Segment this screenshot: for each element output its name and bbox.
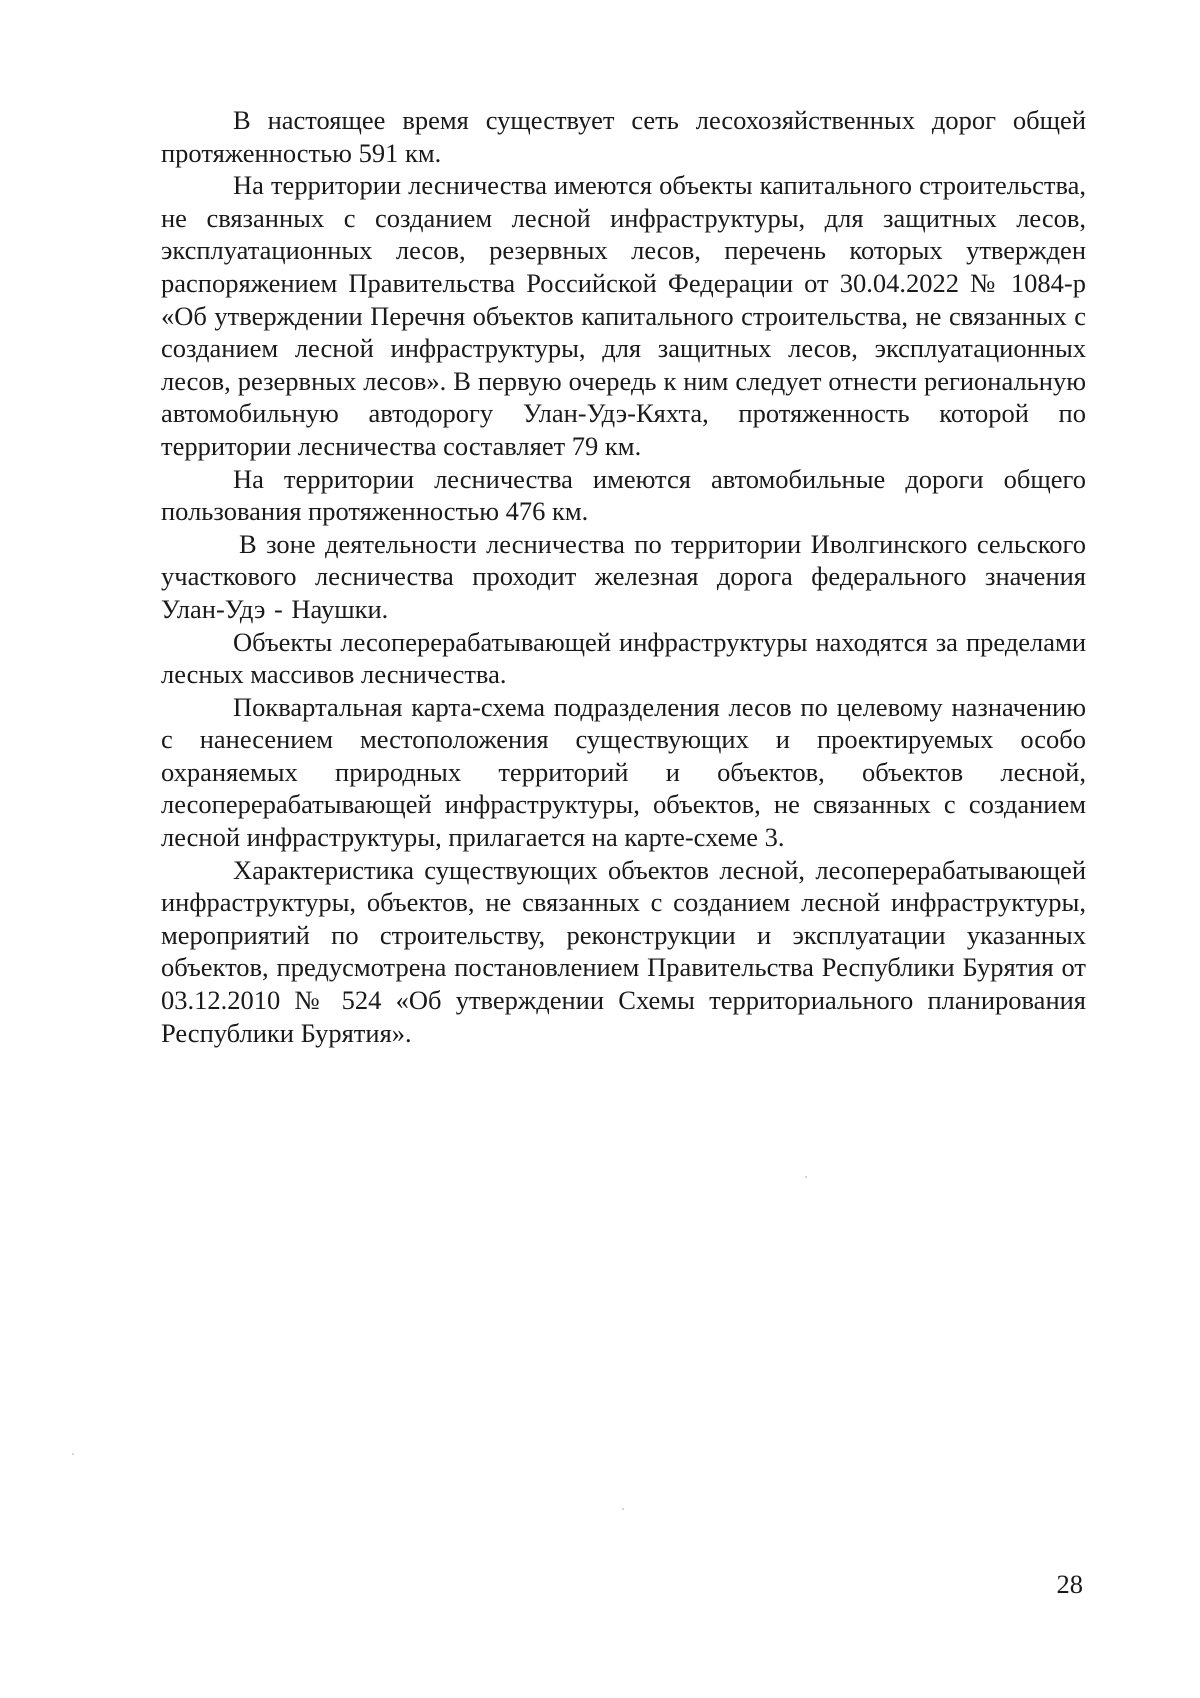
body-text <box>161 104 1086 1049</box>
scan-speck <box>72 1453 74 1455</box>
paragraph-characteristics: Характеристика существующих объектов лесной, лесоперерабатывающей инфраструктуры, объектов, не связанных с созданием лесной инфраструктуры, мероприятий по строительству, реконструкции и эксплуатации указанных объектов, предусмотрена постановлением Правительства Республики Бурятия от 03.12.2010 № 524 «Об утверждении Схемы территориального планирования Республики Бурятия». <box>161 854 1086 1048</box>
paragraph-railway: В зоне деятельности лесничества по территории Иволгинского сельского участкового лесничества проходит железная дорога федерального значения Улан-Удэ - Наушки. <box>161 528 1086 624</box>
paragraph-map-scheme: Поквартальная карта-схема подразделения лесов по целевому назначению с нанесением местоположения существующих и проектируемых особо охраняемых природных территорий и объектов, объектов лесной, лесоперерабатывающей инфраструктуры, объектов, не связанных с созданием лесной инфраструктуры, прилагается на карте-схеме 3. <box>161 691 1086 853</box>
scan-speck <box>805 1176 807 1178</box>
paragraph-public-roads: На территории лесничества имеются автомобильные дороги общего пользования протяженностью 476 км. <box>161 463 1086 527</box>
paragraph-capital-objects: На территории лесничества имеются объекты капитального строительства, не связанных с созданием лесной инфраструктуры, для защитных лесов, эксплуатационных лесов, резервных лесов, перечень которых утвержден распоряжением Правительства Российской Федерации от 30.04.2022 № 1084-р «Об утверждении Перечня объектов капитального строительства, не связанных с созданием лесной инфраструктуры, для защитных лесов, эксплуатационных лесов, резервных лесов». В первую очередь к ним следует отнести региональную автомобильную автодорогу Улан-Удэ-Кяхта, протяженность которой по территории лесничества составляет 79 км. <box>161 170 1086 461</box>
paragraph-road-network: В настоящее время существует сеть лесохозяйственных дорог общей протяженностью 591 км. <box>161 105 1086 168</box>
paragraph-processing-infrastructure: Объекты лесоперерабатывающей инфраструктуры находятся за пределами лесных массивов лесничества. <box>161 626 1086 690</box>
page-number: 28 <box>1056 1569 1083 1599</box>
scan-speck <box>622 1508 624 1510</box>
